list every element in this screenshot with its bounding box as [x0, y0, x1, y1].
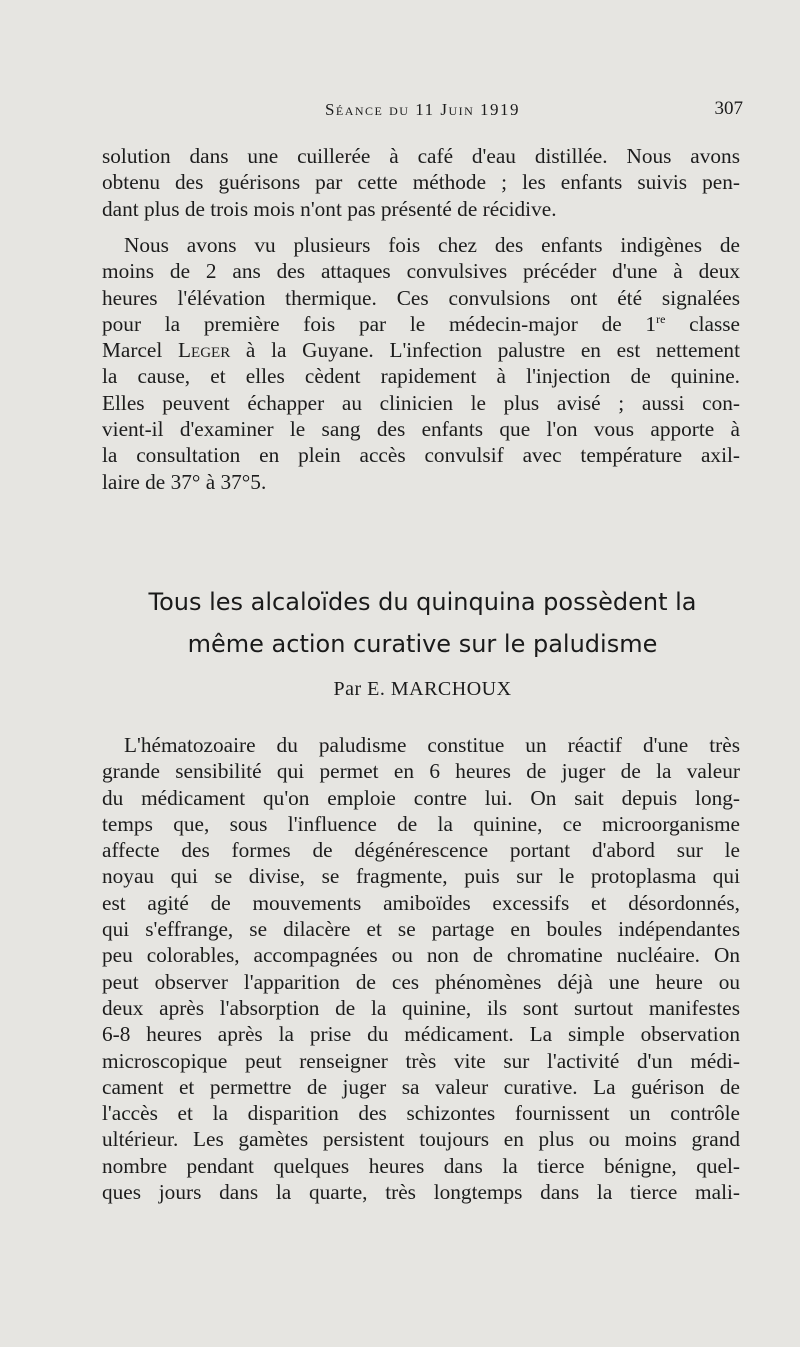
text-line: Elles peuvent échapper au clinicien le plus avisé ; aussi con-: [102, 390, 740, 415]
title-line: Tous les alcaloïdes du quinquina possèdent la: [148, 588, 697, 616]
line-text-end: classe: [665, 311, 740, 336]
text-line: dant plus de trois mois n'ont pas présenté de récidive.: [102, 196, 557, 221]
page-number: 307: [714, 98, 743, 119]
text-line: [102, 337, 740, 363]
title-line: même action curative sur le paludisme: [187, 630, 658, 658]
text-line: l'accès et la disparition des schizontes fournissent un contrôle: [102, 1101, 740, 1126]
page-header: [100, 98, 745, 128]
text-line: solution dans une cuillerée à café d'eau distillée. Nous avons: [102, 144, 740, 168]
text-line: est agité de mouvements amiboïdes excessifs et désordonnés,: [102, 890, 740, 915]
article-title: [100, 581, 745, 665]
text-line: Nous avons vu plusieurs fois chez des enfants indigènes de: [124, 233, 740, 257]
article-byline: Par E. MARCHOUX: [333, 678, 512, 700]
text-line: obtenu des guérisons par cette méthode ; les enfants suivis pen-: [102, 170, 740, 195]
text-line: ultérieur. Les gamètes persistent toujours en plus ou moins grand: [102, 1127, 740, 1152]
text-line: L'hématozoaire du paludisme constitue un réactif d'une très: [124, 733, 740, 757]
text-line: [102, 311, 740, 337]
line-text: Marcel: [102, 338, 179, 363]
text-line: heures l'élévation thermique. Ces convulsions ont été signalées: [102, 285, 740, 310]
text-line: affecte des formes de dégénérescence portant d'abord sur le: [102, 838, 740, 863]
text-line: peu colorables, accompagnées ou non de chromatine nucléaire. On: [102, 943, 740, 968]
text-line: temps que, sous l'influence de la quinine, ce microorganisme: [102, 811, 740, 836]
text-line: noyau qui se divise, se fragmente, puis sur le protoplasma qui: [102, 864, 740, 889]
text-line: peut observer l'apparition de ces phénomènes déjà une heure ou: [102, 969, 740, 994]
text-line: la consultation en plein accès convulsif avec température axil-: [102, 443, 740, 468]
text-line: grande sensibilité qui permet en 6 heures de juger de la valeur: [102, 759, 740, 784]
text-line: microscopique peut renseigner très vite sur l'activité d'un médi-: [102, 1048, 740, 1073]
line-text-end: à la Guyane. L'infection palustre en est nettement: [230, 338, 740, 363]
text-line: du médicament qu'on emploie contre lui. On sait depuis long-: [102, 785, 740, 810]
ordinal-superscript: re: [656, 311, 666, 326]
author-name-leger: Leger: [178, 338, 231, 363]
text-line: 6-8 heures après la prise du médicament. La simple observation: [102, 1022, 740, 1047]
text-line: laire de 37° à 37°5.: [102, 469, 267, 494]
running-head: Séance du 11 Juin 1919: [324, 100, 521, 119]
line-text: pour la première fois par le médecin-major de 1: [102, 311, 657, 336]
text-line: ques jours dans la quarte, très longtemps dans la tierce mali-: [102, 1180, 740, 1205]
text-line: nombre pendant quelques heures dans la tierce bénigne, quel-: [102, 1153, 740, 1178]
text-line: qui s'effrange, se dilacère et se partage en boules indépendantes: [102, 917, 740, 942]
convulsions-paragraph: [102, 232, 740, 495]
text-line: la cause, et elles cèdent rapidement à l'injection de quinine.: [102, 364, 740, 389]
text-line: cament et permettre de juger sa valeur curative. La guérison de: [102, 1074, 740, 1099]
text-line: vient-il d'examiner le sang des enfants que l'on vous apporte à: [102, 417, 740, 442]
continuation-paragraph: [102, 143, 740, 222]
text-line: moins de 2 ans des attaques convulsives précéder d'une à deux: [102, 259, 740, 284]
text-line: deux après l'absorption de la quinine, ils sont surtout manifestes: [102, 995, 740, 1020]
article-body: [102, 732, 740, 1205]
